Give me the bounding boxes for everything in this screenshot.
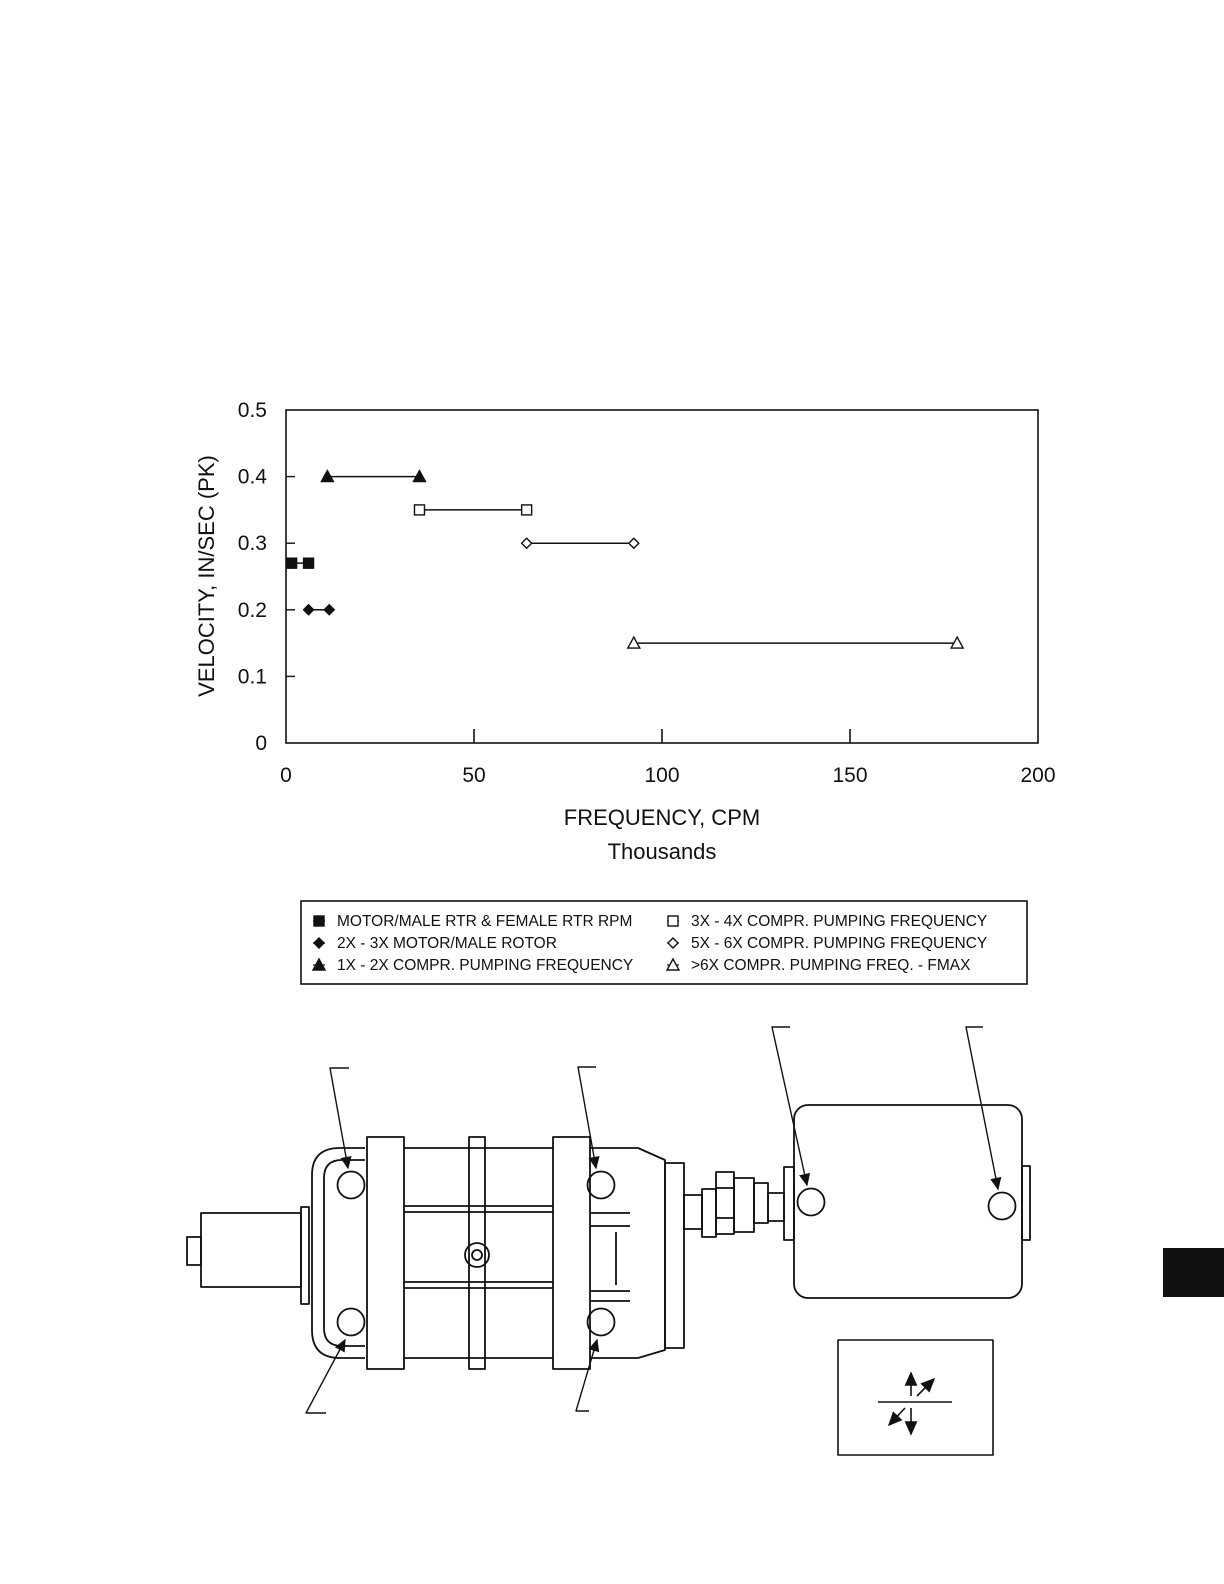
y-tick-label: 0.2 (237, 598, 267, 622)
measurement-points (338, 1172, 1016, 1336)
axial-radial-direction-icon (838, 1340, 993, 1455)
compressor-body-icon (404, 1137, 553, 1369)
leader-arrow-icon (330, 1068, 349, 1168)
x-tick-label: 50 (462, 764, 486, 787)
x-tick-label: 150 (832, 764, 868, 787)
y-axis-title: VELOCITY, IN/SEC (PK) (194, 455, 219, 697)
coupling-icon (702, 1167, 794, 1240)
x-tick-label: 200 (1020, 764, 1056, 787)
y-tick-label: 0.5 (237, 399, 267, 422)
motor-icon (794, 1105, 1030, 1298)
legend-label: 5X - 6X COMPR. PUMPING FREQUENCY (691, 935, 988, 952)
y-tick-label: 0.4 (237, 465, 267, 489)
legend-label: 2X - 3X MOTOR/MALE ROTOR (337, 935, 557, 952)
compressor-flange-icon (553, 1137, 590, 1369)
x-tick-label: 0 (280, 764, 292, 787)
leader-arrow-icon (578, 1067, 596, 1168)
shaft-stub-icon (187, 1207, 309, 1304)
measurement-point-icon (338, 1172, 365, 1199)
compressor-flange-icon (367, 1137, 404, 1369)
legend-label: 3X - 4X COMPR. PUMPING FREQUENCY (691, 913, 988, 930)
x-axis-title: FREQUENCY, CPM (563, 805, 761, 830)
leader-arrow-icon (576, 1340, 597, 1411)
measurement-point-icon (989, 1193, 1016, 1220)
leader-arrow-icon (306, 1340, 345, 1413)
compressor-discharge-housing-icon (590, 1148, 702, 1358)
legend-label: 1X - 2X COMPR. PUMPING FREQUENCY (337, 957, 634, 974)
page-tab-marker (1163, 1248, 1224, 1297)
x-tick-label: 100 (644, 764, 680, 787)
y-tick-label: 0.1 (237, 665, 267, 689)
measurement-point-icon (338, 1309, 365, 1336)
y-tick-label: 0.3 (237, 532, 267, 556)
y-tick-label: 0 (255, 732, 267, 755)
measurement-point-icon (588, 1172, 615, 1199)
x-axis-subtitle: Thousands (607, 839, 717, 864)
legend-label: >6X COMPR. PUMPING FREQ. - FMAX (691, 957, 971, 974)
leader-arrows (306, 1027, 998, 1413)
compressor-end-cover-inner-icon (324, 1160, 365, 1346)
leader-arrow-icon (966, 1027, 998, 1189)
measurement-point-icon (798, 1189, 825, 1216)
legend-label: MOTOR/MALE RTR & FEMALE RTR RPM (337, 913, 633, 930)
measurement-point-icon (588, 1309, 615, 1336)
